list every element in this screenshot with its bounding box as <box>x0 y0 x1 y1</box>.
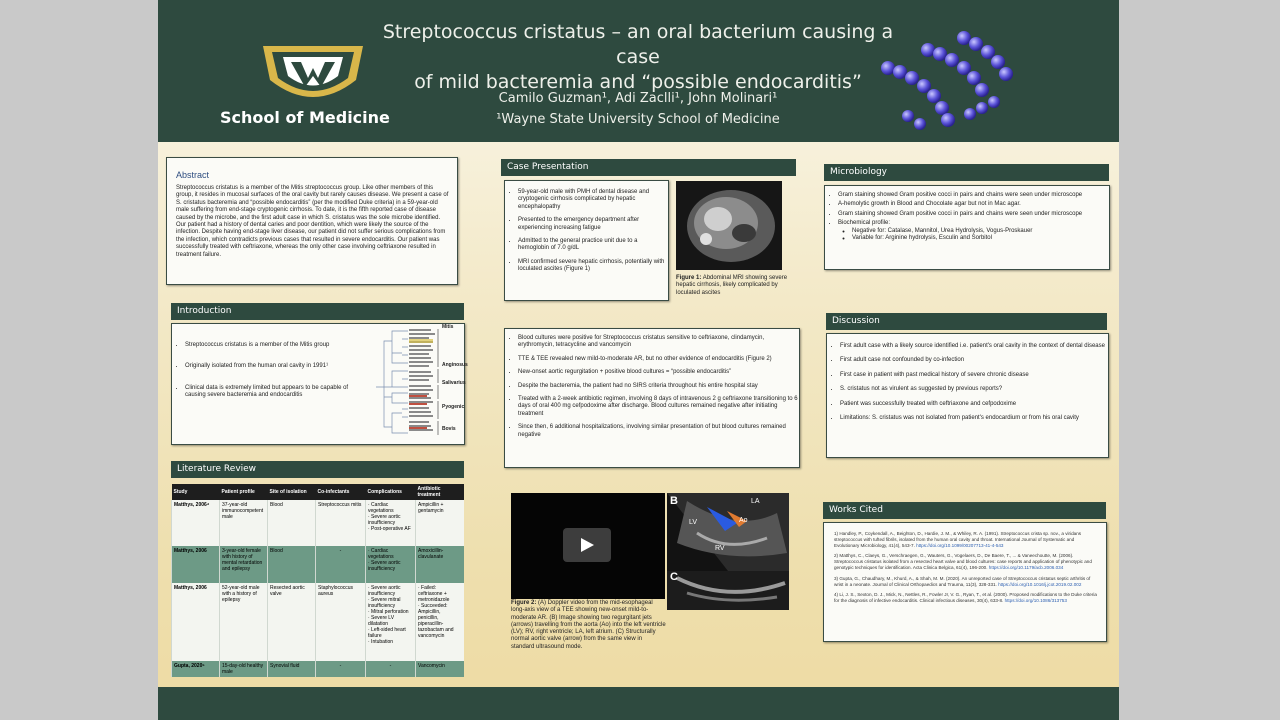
table-cell: - <box>316 546 366 583</box>
reference-text: 4) Li, J. S., Sexton, D. J., Mick, N., Nettles, R., Fowler Jr, V. G., Ryan, T., et al. (2000). Proposed modifications to the Duke criteria for the diagnosis of infective endocarditis. Clinical infectious diseases, 30(4), 633-8. <box>834 592 1097 604</box>
biochemical-item: ◦ Negative for: Catalase, Mannitol, Urea Hydrolysis, Vogus-Proskauer <box>852 228 1110 235</box>
table-cell: Ampicillin + gentamycin <box>416 500 464 546</box>
figure-1-caption <box>676 275 796 297</box>
tree-label-bovis: Bovis <box>442 426 456 432</box>
discussion-section <box>826 333 1109 458</box>
echo-label-b: B <box>670 495 678 507</box>
column-header: Co-infectants <box>316 484 366 500</box>
table-cell: 15-day-old healthy male <box>220 661 268 677</box>
table-cell: · Cardiac vegetations · Severe aortic insufficiency <box>366 546 416 583</box>
case-box-1 <box>504 180 669 301</box>
discussion-item: • Limitations: S. cristatus was not isolated from patient's endocardium or from his oral cavity <box>840 415 1110 422</box>
introduction-item: • Originally isolated from the human oral cavity in 1991¹ <box>185 363 360 370</box>
column-header: Complications <box>366 484 416 500</box>
table-cell: · Cardiac vegetations · Severe aortic insufficiency · Post-operative AF <box>366 500 416 546</box>
biochemical-sublist <box>838 228 1110 243</box>
case-item: • 59-year-old male with PMH of dental disease and cryptogenic cirrhosis complicated by hepatic encephalopathy <box>518 189 670 211</box>
discussion-heading: Discussion <box>826 313 1107 330</box>
table-row <box>172 500 464 546</box>
abstract-text: Streptococcus cristatus is a member of the Mitis streptococcus group. Like other members of this group, it resides in mucosal surfaces of the oral cavity but rarely causes disease. We present a case of S. cristatus bacteremia and “possible endocarditis” (per the modified Duke criteria) in a 59-year-old male suffering from end-stage cryptogenic cirrhosis. To date, it is the fifth reported case of disease caused by the microbe, and the first adult case in which S. cristatus was the sole microbe identified. Our patient had a history of dental caries and poor dentition, which were likely the source of the infection. Despite having end-stage liver disease, our patient did not suffer serious complications from the infection, which contradicts previous cases that resulted in severe endocarditis. Our patient was successfully treated with ceftriaxone, whereas the only other case involving ceftriaxone resulted in treatment failure. <box>176 185 449 258</box>
case-item: • Admitted to the general practice unit due to a hemoglobin of 7.0 g/dL <box>518 238 670 253</box>
reference-item <box>834 531 1098 548</box>
table-cell: · Failed: ceftriaxone + metronidazole · Succeeded: Ampicillin, penicillin, piperacillin-tazobactam and vancomycin <box>416 583 464 661</box>
table-row <box>172 583 464 661</box>
figure-2-caption <box>511 600 666 651</box>
echo-label-la: LA <box>751 498 760 505</box>
microbiology-item: • Gram staining showed Gram positive cocci in pairs and chains were seen under microscope <box>838 211 1110 218</box>
reference-text: 2) Matthys, C., Claeys, G., Verschraegen, G., Wauters, G., Vogelaers, D., De Baere, T., ... & Vaneechoutte, M. (2006). Streptococcus cristatus isolated from a resected heart valve and blood cultures: case reports and application of phenotypic and genotypic techniques for identification. Acta Clinica Belgica, 61(4), 196-200. <box>834 553 1092 570</box>
table-row <box>172 546 464 583</box>
table-cell: Matthys, 2006⁴ <box>172 500 220 546</box>
table-cell: 3-year-old female with history of mental retardation and epilepsy <box>220 546 268 583</box>
table-header-row <box>172 484 464 500</box>
reference-text: 1) Handley, P., Coykendall, A., Beighton, D., Hardie, J. M., & Whiley, R. A. (1991). Streptococcus crista sp. nov., a viridans streptococcus with tufted fibrils, isolated from the human oral cavity and throat. International Journal of Systematic and Evolutionary Microbiology, 41(4), 543-7. <box>834 531 1082 548</box>
microbiology-section <box>824 185 1110 270</box>
table-cell: - <box>366 661 416 677</box>
table-row <box>172 661 464 677</box>
reference-link[interactable]: https://doi.org/10.1016/j.jcot.2019.02.002 <box>998 581 1082 587</box>
table-cell: 52-year-old male with a history of epilepsy <box>220 583 268 661</box>
column-header: Site of isolation <box>268 484 316 500</box>
microbiology-list <box>829 192 1110 242</box>
microbiology-item <box>838 220 1110 242</box>
case-item: • Blood cultures were positive for Streptococcus cristatus sensitive to ceftriaxone, clindamycin, erythromycin, tetracycline and vancomycin <box>518 335 800 350</box>
introduction-item: • Clinical data is extremely limited but appears to be capable of causing severe bacteremia and endocarditis <box>185 385 360 400</box>
reference-text: 3) Gupta, G., Chaudhary, M., Khurd, A., & Shah, M. M. (2020). An unreported case of Streptococcus cristatus septic arthritis of wrist in a neonate. Journal of Clinical Orthopaedics and Trauma, 11(3), 328-331. <box>834 575 1091 587</box>
discussion-item: • First adult case with a likely source identified i.e. patient's oral cavity in the context of dental disease <box>840 343 1110 350</box>
authors-block <box>458 88 818 130</box>
case-item: • Since then, 6 additional hospitalizations, involving similar presentation of but blood cultures remained negative <box>518 424 800 439</box>
case-heading: Case Presentation <box>501 159 796 176</box>
tree-label-anginosus: Anginosus <box>442 362 468 368</box>
figure-2-text: (A) Doppler video from the mid-esophageal long-axis view of a TEE showing new-onset mild-to-moderate AR. (B) Image showing two regurgitant jets (arrows) travelling from the aorta (Ao) into the left ventricle (LV); RV, right ventricle; LA, left atrium. (C) Structurally normal aortic valve (arrow) from the same view in standard ultrasound mode. <box>511 600 666 650</box>
case-box-2 <box>504 328 800 468</box>
case-item: • TTE & TEE revealed new mild-to-moderate AR, but no other evidence of endocarditis (Figure 2) <box>518 356 800 363</box>
microbiology-item: • Gram staining showed Gram positive cocci in pairs and chains were seen under microscope <box>838 192 1110 199</box>
column-header: Antibiotic treatment <box>416 484 464 500</box>
discussion-item: • First adult case not confounded by co-infection <box>840 357 1110 364</box>
introduction-section <box>171 323 468 445</box>
poster-title <box>358 20 918 95</box>
school-name: School of Medicine <box>220 108 390 127</box>
reference-link[interactable]: https://doi.org/10.1179/acb.2006.034 <box>988 564 1064 570</box>
table-cell: Gupta, 2020⁵ <box>172 661 220 677</box>
table-cell: Resected aortic valve <box>268 583 316 661</box>
table-cell: Staphylococcus aureus <box>316 583 366 661</box>
figure-1-label: Figure 1: <box>676 275 702 281</box>
introduction-item: • Streptococcus cristatus is a member of the Mitis group <box>185 342 360 349</box>
abstract-heading: Abstract <box>176 170 210 180</box>
poster <box>158 0 1119 720</box>
table-cell: 37-year-old immunocompetent male <box>220 500 268 546</box>
biochemical-item: ◦ Variable for: Arginine hydrolysis, Esculin and Sorbitol <box>852 235 1110 242</box>
discussion-item: • S. cristatus not as virulent as suggested by previous reports? <box>840 386 1110 393</box>
bacteria-illustration <box>878 28 1018 138</box>
tree-label-salivarius: Salivarius <box>442 380 466 386</box>
reference-item <box>834 553 1098 570</box>
discussion-item: • First case in patient with past medical history of severe chronic disease <box>840 372 1110 379</box>
play-button-icon[interactable] <box>563 528 611 562</box>
wayne-state-logo <box>258 40 368 112</box>
case-item: • Presented to the emergency department after experiencing increasing fatigue <box>518 217 670 232</box>
introduction-list <box>176 342 360 405</box>
column-header: Study <box>172 484 220 500</box>
works-cited-section <box>823 522 1107 642</box>
table-cell: Streptococcus mitis <box>316 500 366 546</box>
tree-label-mitis: Mitis <box>442 324 454 330</box>
table-cell: Blood <box>268 546 316 583</box>
poster-footer <box>158 687 1119 720</box>
echo-label-lv: LV <box>689 519 698 526</box>
discussion-list <box>831 343 1110 427</box>
table-cell: Blood <box>268 500 316 546</box>
affiliation: ¹Wayne State University School of Medicine <box>496 112 780 127</box>
figure-1-text: Abdominal MRI showing severe hepatic cirrhosis, likely complicated by loculated ascites <box>676 275 788 296</box>
microbiology-heading: Microbiology <box>824 164 1109 181</box>
literature-heading: Literature Review <box>171 461 464 478</box>
mri-image <box>676 181 782 270</box>
authors: Camilo Guzman¹, Adi Zaclli¹, John Molinari¹ <box>498 91 778 106</box>
abstract-section <box>166 157 458 285</box>
title-line-1: Streptococcus cristatus – an oral bacterium causing a case <box>382 21 894 68</box>
echo-label-ao: Ao <box>739 517 748 524</box>
figure-2-label: Figure 2: <box>511 600 537 606</box>
case-list-1 <box>509 189 670 279</box>
microbiology-item: • A-hemolytic growth in Blood and Chocolate agar but not in Mac agar. <box>838 201 1110 208</box>
discussion-item: • Patient was successfully treated with ceftriaxone and cefpodoxime <box>840 401 1110 408</box>
table-cell: Vancomycin <box>416 661 464 677</box>
table-cell: Synovial fluid <box>268 661 316 677</box>
works-cited-heading: Works Cited <box>823 502 1106 519</box>
reference-link[interactable]: https://doi.org/10.1086/313753 <box>1004 598 1067 604</box>
case-item: • Despite the bacteremia, the patient had no SIRS criteria throughout his entire hospital stay <box>518 383 800 390</box>
poster-header <box>158 0 1119 142</box>
doppler-video[interactable] <box>511 493 665 599</box>
column-header: Patient profile <box>220 484 268 500</box>
table-cell: - <box>316 661 366 677</box>
table-cell: Matthys, 2006 <box>172 546 220 583</box>
table-cell: Amoxicillin-clavulanate <box>416 546 464 583</box>
title-line-2: of mild bacteremia and “possible endocarditis” <box>414 71 862 93</box>
echocardiogram-image <box>667 493 789 610</box>
table-cell: Matthys, 2006 <box>172 583 220 661</box>
literature-table <box>171 484 464 677</box>
table-cell: · Severe aortic insufficiency · Severe mitral insufficiency · Mitral perforation · Severe LV dilatation · Left-sided heart failure · Intubation <box>366 583 416 661</box>
echo-label-c: C <box>670 571 678 583</box>
microbiology-item-label: Biochemical profile: <box>838 220 891 227</box>
reference-link[interactable]: https://doi.org/10.1099/00207713-41-4-543 <box>916 542 1004 548</box>
echo-label-rv: RV <box>715 545 725 552</box>
tree-label-pyogenic: Pyogenic <box>442 404 465 410</box>
introduction-heading: Introduction <box>171 303 464 320</box>
case-list-2 <box>509 335 800 444</box>
reference-item <box>834 592 1098 604</box>
case-item: • Treated with a 2-week antibiotic regimen, involving 8 days of intravenous 2 g ceftriaxone transitioning to 6 days of oral 400 mg cefpodoxime after discharge. Blood cultures remained negative after initiating treatment <box>518 396 800 418</box>
case-item: • MRI confirmed severe hepatic cirrhosis, potentially with loculated ascites (Figure 1) <box>518 259 670 274</box>
reference-item <box>834 576 1098 588</box>
case-item: • New-onset aortic regurgitation + positive blood cultures = “possible endocarditis” <box>518 369 800 376</box>
